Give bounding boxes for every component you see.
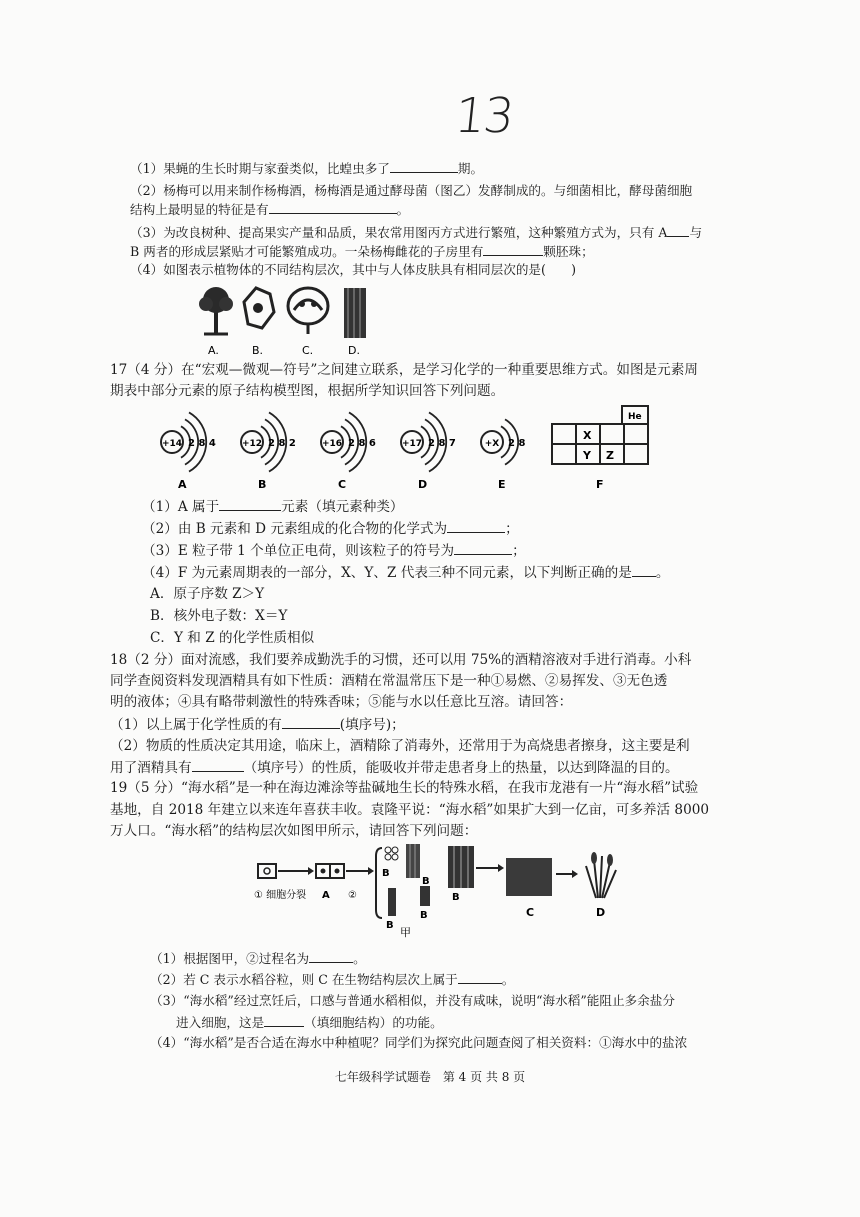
text: （3）为改良树种、提高果实产量和品质，果农常用图丙方式进行繁殖，这种繁殖方式为，只有 A (130, 225, 668, 240)
text: （填细胞结构）的功能。 (304, 1015, 443, 1030)
electron-counts: 2 8 7 (428, 438, 456, 449)
text: 期。 (457, 161, 484, 176)
text: 用了酒精具有 (110, 760, 192, 776)
answer-blank (219, 498, 281, 511)
answer-blank (192, 759, 244, 772)
cell-icon (258, 864, 276, 878)
answer-blank (269, 201, 397, 214)
atom-model-e (481, 419, 525, 491)
tissue-icon (344, 288, 366, 338)
text: （4）F 为元素周期表的一部分，X、Y、Z 代表三种不同元素，以下判断正确的是 (142, 565, 632, 581)
text: （2）若 C 表示水稻谷粒，则 C 在生物结构层次上属于 (150, 972, 458, 987)
atom-label: D (418, 478, 428, 491)
atom-label: E (498, 478, 506, 491)
electron-counts: 2 8 6 (348, 438, 376, 449)
page-footer: 七年级科学试题卷 第 4 页 共 8 页 (334, 1070, 526, 1084)
label-c: C (526, 906, 535, 919)
q17-part1 (142, 498, 404, 515)
q17-part3 (142, 542, 526, 559)
atom-label: A (178, 478, 187, 491)
cell-z: Z (606, 449, 614, 462)
q17-option-c: C．Y 和 Z 的化学性质相似 (150, 630, 315, 646)
text: （1）根据图甲，②过程名为 (150, 951, 310, 966)
q19-part1 (150, 950, 366, 967)
label-a: A (322, 890, 330, 901)
cell-y: Y (583, 449, 591, 462)
q16-part2 (130, 183, 692, 199)
cell-he: He (628, 412, 642, 422)
electron-counts: 2 8 2 (268, 438, 296, 449)
answer-blank (458, 971, 502, 984)
plant-label-a: A. (208, 344, 219, 357)
plant-label-d: D. (348, 344, 360, 357)
answer-blank (483, 243, 543, 256)
atom-label: B (258, 478, 267, 491)
q18-part1 (110, 716, 405, 733)
label-cell-division: ① 细胞分裂 (254, 890, 307, 901)
nucleus-charge: +12 (241, 439, 263, 449)
q18-stem-3: 明的液体；④具有略带刺激性的特殊香味；⑤能与水以任意比互溶。请回答： (110, 694, 573, 710)
q18-part2: （2）物质的性质决定其用途，临床上，酒精除了消毒外，还常用于为高烧患者擦身，这主要是利 (110, 738, 690, 754)
text: （4）如图表示植物体的不同结构层次，其中与人体皮肤具有相同层次的是( ) (130, 262, 577, 277)
text: 颗胚珠； (543, 244, 594, 259)
q16-part4 (130, 262, 576, 278)
plant-label-c: C. (302, 344, 314, 357)
q17-stem-1: 17（4 分）在“宏观—微观—符号”之间建立联系，是学习化学的一种重要思维方式。如图是元素周 (110, 362, 698, 378)
plant-structure-figure (190, 280, 380, 360)
atom-label: C (338, 478, 347, 491)
label-jia: 甲 (400, 926, 411, 939)
q19-part4: （4）“海水稻”是否合适在海水中种植呢？同学们为探究此问题查阅了相关资料：①海水中的盐浓 (150, 1035, 688, 1050)
label-d: D (596, 906, 606, 919)
q18-part2-cont (110, 759, 679, 776)
flower-section-icon (288, 288, 328, 334)
text: 进入细胞，这是 (176, 1015, 265, 1030)
atom-model-b (241, 412, 296, 491)
text: 。 (655, 565, 670, 581)
answer-blank (309, 950, 353, 963)
text: (填序号)； (339, 717, 405, 733)
tissue-b1 (385, 847, 398, 860)
text: ； (505, 521, 519, 537)
label-b4: B (452, 892, 460, 903)
text: 元素（填元素种类） (281, 499, 404, 515)
nucleus-charge: +16 (321, 439, 343, 449)
text: （填序号）的性质，能吸收并带走患者身上的热量，以达到降温的目的。 (243, 760, 679, 776)
text: B 两者的形成层紧贴才可能繁殖成功。一朵杨梅雌花的子房里有 (130, 244, 484, 259)
nucleus-charge: +14 (161, 439, 183, 449)
q17-option-b: B．核外电子数：X＝Y (150, 608, 288, 624)
cell-x: X (583, 429, 592, 442)
q17-part2 (142, 520, 519, 537)
rice-structure-figure (250, 840, 630, 940)
answer-blank (454, 542, 512, 555)
text: 。 (396, 202, 410, 217)
text: ； (512, 543, 526, 559)
q19-part2 (150, 971, 514, 988)
text: （1）以上属于化学性质的有 (110, 717, 282, 733)
q16-part3 (130, 224, 702, 241)
q19-stem-3: 万人口。“海水稻”的结构层次如图甲所示，请回答下列问题： (110, 823, 478, 839)
nucleus-charge: +17 (401, 439, 423, 449)
answer-blank (632, 564, 656, 577)
handwritten-page-number: 13 (452, 88, 516, 144)
tissue-b5 (406, 844, 420, 878)
text: （1）果蝇的生长时期与家蚕类似，比蝗虫多了 (130, 161, 390, 176)
rice-plant-icon (586, 852, 616, 898)
tissue-b3 (420, 886, 430, 906)
text: 与 (689, 225, 703, 240)
rice-grain-image (506, 858, 552, 896)
text: 。 (353, 951, 366, 966)
text: （1）A 属于 (142, 499, 220, 515)
q19-stem-1: 19（5 分）“海水稻”是一种在海边滩涂等盐碱地生长的特殊水稻，在我市龙港有一片“海水稻”试验 (110, 780, 699, 796)
electron-counts: 2 8 4 (188, 438, 216, 449)
q17-stem-2: 期表中部分元素的原子结构模型图，根据所学知识回答下列问题。 (110, 383, 505, 399)
q19-part3-cont (176, 1014, 443, 1031)
q16-part2-cont (130, 201, 409, 218)
text: （2）由 B 元素和 D 元素组成的化合物的化学式为 (142, 521, 448, 537)
plant-label-b: B. (252, 344, 264, 357)
table-label-f: F (596, 478, 604, 491)
tree-icon (199, 287, 233, 334)
atom-model-c (321, 412, 376, 491)
answer-blank (447, 520, 505, 533)
answer-blank (282, 716, 340, 729)
cell-icon (244, 288, 274, 328)
label-b1: B (382, 868, 390, 879)
atom-structure-figure (150, 400, 670, 492)
q16-part3-cont (130, 243, 594, 260)
q19-part3: （3）“海水稻”经过烹饪后，口感与普通水稻相似，并没有咸味，说明“海水稻”能阻止多余盐分 (150, 993, 675, 1008)
label-b2: B (386, 920, 394, 931)
atom-model-a (161, 412, 216, 491)
answer-blank (264, 1014, 304, 1027)
answer-blank (390, 160, 458, 173)
q18-stem-1: 18（2 分）面对流感，我们要养成勤洗手的习惯，还可以用 75%的酒精溶液对手进行消毒。小科 (110, 652, 692, 668)
text: （3）E 粒子带 1 个单位正电荷，则该粒子的符号为 (142, 543, 455, 559)
q16-part1 (130, 160, 483, 177)
label-b3: B (420, 910, 428, 921)
q19-stem-2: 基地，自 2018 年建立以来连年喜获丰收。袁隆平说：“海水稻”如果扩大到一亿亩，可多养活 8000 (110, 802, 710, 818)
text: 。 (501, 972, 515, 987)
periodic-table-fragment (552, 406, 648, 491)
text: 结构上最明显的特征是有 (130, 202, 269, 217)
label-process-2: ② (348, 890, 357, 901)
answer-blank (667, 224, 689, 237)
q18-stem-2: 同学查阅资料发现酒精具有如下性质：酒精在常温常压下是一种①易燃、②易挥发、③无色透 (110, 673, 668, 689)
text: （2）杨梅可以用来制作杨梅酒，杨梅酒是通过酵母菌（图乙）发酵制成的。与细菌相比，酵母菌细胞 (130, 183, 693, 198)
label-b5: B (422, 876, 430, 887)
q17-part4 (142, 564, 669, 581)
electron-counts: 2 8 (508, 438, 526, 449)
nucleus-charge: +X (484, 439, 500, 449)
tissue-b2 (388, 888, 396, 916)
atom-model-d (401, 412, 456, 491)
q17-option-a: A．原子序数 Z＞Y (150, 586, 265, 602)
